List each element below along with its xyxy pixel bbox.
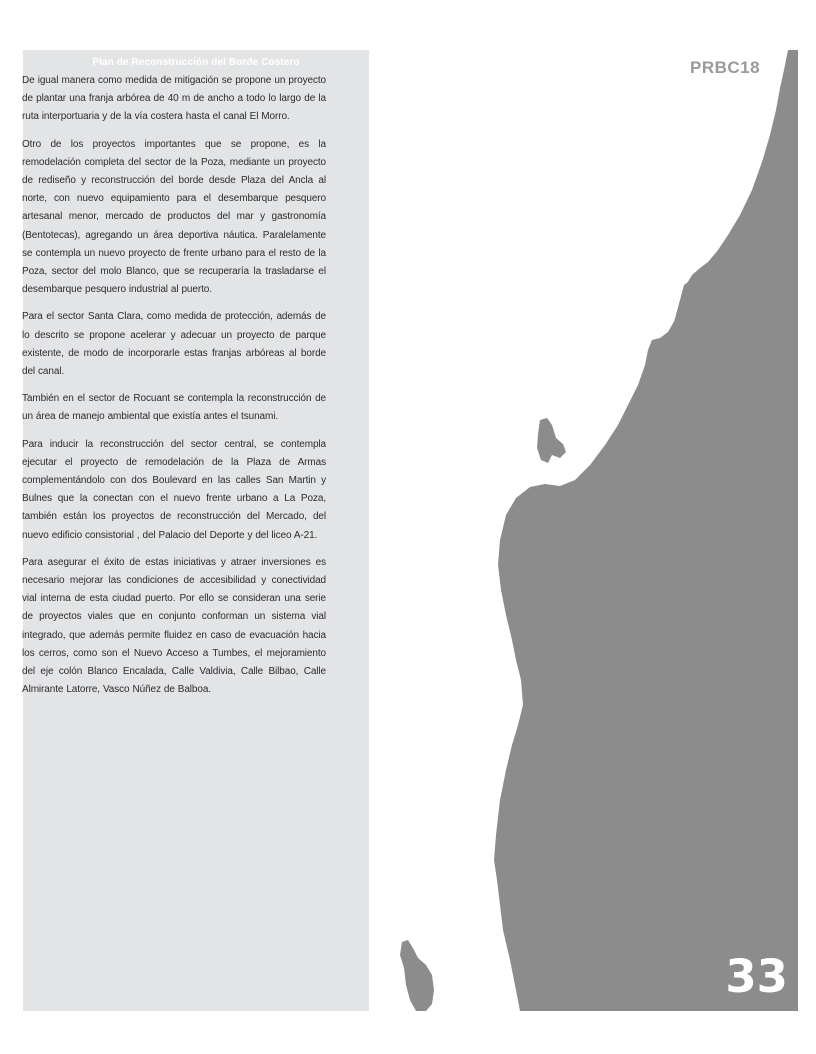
paragraph: Para asegurar el éxito de estas iniciativas y atraer inversiones es necesario mejorar las condiciones de accesibilidad y conectividad vial interna de esta ciudad puerto. Por ello se consideran una serie de proyectos viales que en conjunto conforman un sistema vial integrado, que además permite fluidez en caso de evacuación hacia los cerros, como son el Nuevo Acceso a Tumbes, el mejoramiento del eje colón Blanco Encalada, Calle Valdivia, Calle Bilbao, Calle Almirante Latorre, Vasco Núñez de Balboa. [22, 556, 326, 696]
body-text [22, 72, 326, 709]
page-number: 33 [725, 950, 788, 1003]
paragraph: Para el sector Santa Clara, como medida de protección, además de lo descrito se propone acelerar y adecuar un proyecto de parque existente, de modo de incorporarle estas franjas arbóreas al borde del canal. [22, 311, 326, 378]
coastline-map [380, 50, 798, 1011]
paragraph: De igual manera como medida de mitigación se propone un proyecto de plantar una franja arbórea de 40 m de ancho a todo lo largo de la ruta interportuaria y de la vía costera hasta el canal El Morro. [22, 75, 326, 123]
island-shape [537, 418, 566, 463]
document-code: PRBC18 [690, 58, 761, 77]
islet-shape [400, 940, 434, 1011]
paragraph: Otro de los proyectos importantes que se propone, es la remodelación completa del sector de la Poza, mediante un proyecto de rediseño y reconstrucción del borde desde Plaza del Ancla al norte, con nuevo equipamiento para el desembarque pesquero artesanal menor, mercado de productos del mar y gastronomía (Bentotecas), agregando un área deportiva náutica. Paralelamente se contempla un nuevo proyecto de frente urbano para el resto de la Poza, sector del molo Blanco, que se recuperaría la trasladarse el desembarque pesquero industrial al puerto. [22, 138, 326, 296]
paragraph: También en el sector de Rocuant se contempla la reconstrucción de un área de manejo ambiental que existía antes el tsunami. [22, 393, 326, 423]
panel-title: Plan de Reconstrucción del Borde Costero [92, 57, 300, 68]
mainland-shape [494, 50, 798, 1011]
paragraph: Para inducir la reconstrucción del sector central, se contempla ejecutar el proyecto de remodelación de la Plaza de Armas complementándolo con dos Boulevard en las calles San Martin y Bulnes que la conectan con el nuevo frente urbano a La Poza, también están los proyectos de reconstrucción del Mercado, del nuevo edificio consistorial , del Palacio del Deporte y del liceo A-21. [22, 438, 326, 541]
